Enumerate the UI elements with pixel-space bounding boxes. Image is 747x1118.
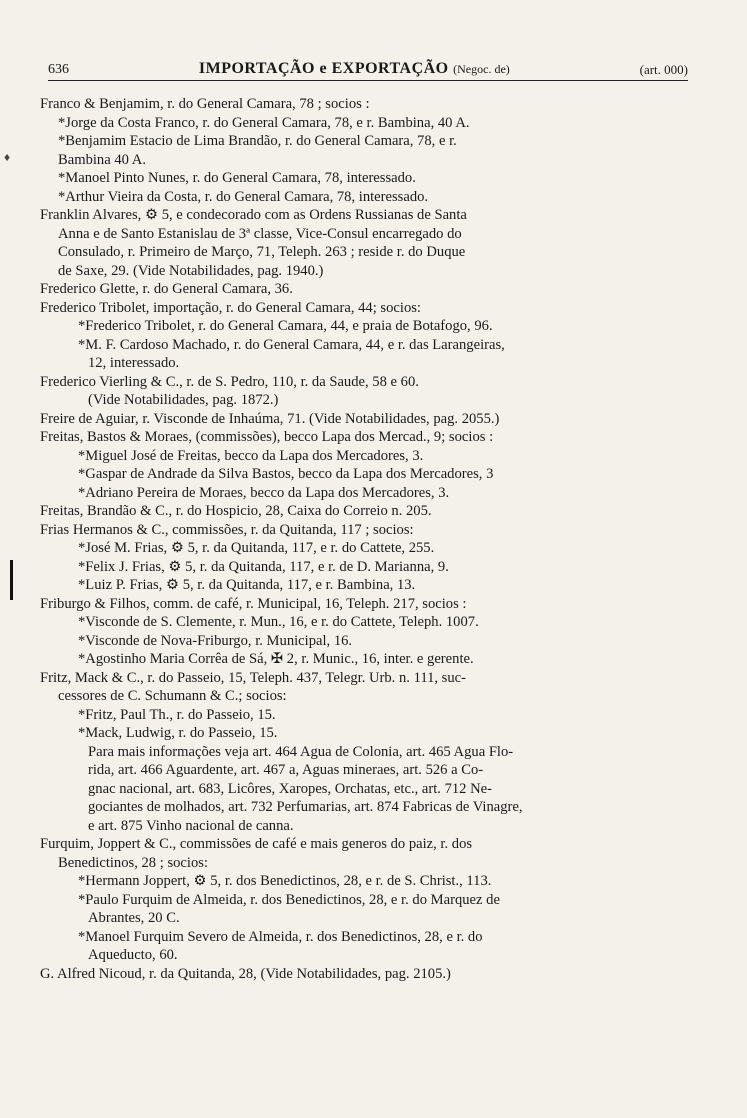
listing-line: Anna e de Santo Estanislau de 3ª classe, Vice-Consul encarregado do: [58, 225, 462, 242]
title-text: IMPORTAÇÃO e EXPORTAÇÃO: [198, 60, 449, 77]
listing-line: *Hermann Joppert, ⚙ 5, r. dos Benedictinos, 28, e r. de S. Christ., 113.: [78, 873, 492, 889]
listing-line: *Benjamim Estacio de Lima Brandão, r. do General Camara, 78, e r.: [58, 133, 457, 149]
listing-line: *Luiz P. Frias, ⚙ 5, r. da Quitanda, 117, e r. Bambina, 13.: [78, 577, 416, 593]
listing-line: cessores de C. Schumann & C.; socios:: [58, 688, 287, 704]
listing-line: Consulado, r. Primeiro de Março, 71, Teleph. 263 ; reside r. do Duque: [58, 244, 466, 260]
listing-line: *Miguel José de Freitas, becco da Lapa dos Mercadores, 3.: [78, 447, 424, 464]
listing-line: *Agostinho Maria Corrêa de Sá, ✠ 2, r. Munic., 16, inter. e gerente.: [78, 651, 474, 667]
listing-line: *Paulo Furquim de Almeida, r. dos Benedictinos, 28, e r. do Marquez de: [78, 891, 500, 908]
listing-line: *Felix J. Frias, ⚙ 5, r. da Quitanda, 117, e r. de D. Marianna, 9.: [78, 558, 449, 575]
listing-line: (Vide Notabilidades, pag. 1872.): [88, 392, 279, 408]
listing-line: Franklin Alvares, ⚙ 5, e condecorado com as Ordens Russianas de Santa: [40, 207, 467, 223]
listing-line: 12, interessado.: [88, 355, 180, 371]
page-header: [48, 52, 688, 81]
listing-line: *M. F. Cardoso Machado, r. do General Camara, 44, e r. das Larangeiras,: [78, 336, 505, 353]
listing-line: *Arthur Vieira da Costa, r. do General Camara, 78, interessado.: [58, 188, 429, 205]
page-number: 636: [48, 62, 69, 77]
listing-line: Aqueducto, 60.: [88, 947, 178, 963]
listing-line: Furquim, Joppert & C., commissões de café e mais generos do paiz, r. dos: [40, 836, 473, 852]
listing-line: *Gaspar de Andrade da Silva Bastos, becco da Lapa dos Mercadores, 3: [78, 466, 494, 482]
listing-line: rida, art. 466 Aguardente, art. 467 a, Aguas mineraes, art. 526 a Co-: [88, 762, 484, 778]
listing-line: *Visconde de S. Clemente, r. Mun., 16, e r. do Cattete, Teleph. 1007.: [78, 614, 479, 630]
margin-bullet-mark: ♦: [4, 150, 11, 164]
listing-line: *Visconde de Nova-Friburgo, r. Municipal, 16.: [78, 632, 353, 649]
listing-line: Abrantes, 20 C.: [88, 910, 180, 926]
listing-line: Bambina 40 A.: [58, 151, 146, 168]
listing-line: de Saxe, 29. (Vide Notabilidades, pag. 1940.): [58, 262, 324, 279]
listing-line: *Manoel Furquim Severo de Almeida, r. dos Benedictinos, 28, e r. do: [78, 928, 483, 945]
title-subtitle: (Negoc. de): [453, 62, 510, 76]
listing-line: Para mais informações veja art. 464 Agua de Colonia, art. 465 Agua Flo-: [88, 743, 514, 760]
listing-line: Frias Hermanos & C., commissões, r. da Quitanda, 117 ; socios:: [40, 521, 414, 538]
directory-listing: [40, 95, 700, 983]
listing-line: *Fritz, Paul Th., r. do Passeio, 15.: [78, 706, 276, 723]
listing-line: *Adriano Pereira de Moraes, becco da Lapa dos Mercadores, 3.: [78, 484, 450, 501]
listing-line: Freitas, Brandão & C., r. do Hospicio, 28, Caixa do Correio n. 205.: [40, 503, 432, 519]
listing-line: gociantes de molhados, art. 732 Perfumarias, art. 874 Fabricas de Vinagre,: [88, 799, 523, 815]
listing-line: Fritz, Mack & C., r. do Passeio, 15, Teleph. 437, Telegr. Urb. n. 111, suc-: [40, 669, 466, 686]
listing-line: Freire de Aguiar, r. Visconde de Inhaúma, 71. (Vide Notabilidades, pag. 2055.): [40, 410, 500, 427]
listing-line: *Mack, Ludwig, r. do Passeio, 15.: [78, 725, 278, 741]
listing-line: Frederico Tribolet, importação, r. do General Camara, 44; socios:: [40, 299, 421, 316]
listing-line: Frederico Vierling & C., r. de S. Pedro, 110, r. da Saude, 58 e 60.: [40, 373, 419, 390]
listing-line: gnac nacional, art. 683, Licôres, Xaropes, Orchatas, etc., art. 712 Ne-: [88, 780, 493, 797]
listing-line: *José M. Frias, ⚙ 5, r. da Quitanda, 117, e r. do Cattete, 255.: [78, 540, 435, 556]
listing-line: Frederico Glette, r. do General Camara, 36.: [40, 281, 293, 297]
listing-line: G. Alfred Nicoud, r. da Quitanda, 28, (Vide Notabilidades, pag. 2105.): [40, 965, 451, 982]
listing-line: *Frederico Tribolet, r. do General Camara, 44, e praia de Botafogo, 96.: [78, 318, 493, 334]
listing-line: *Manoel Pinto Nunes, r. do General Camara, 78, interessado.: [58, 170, 416, 186]
listing-line: *Jorge da Costa Franco, r. do General Camara, 78, e r. Bambina, 40 A.: [58, 114, 470, 131]
page-title: [199, 60, 510, 78]
margin-bar-mark: [10, 560, 13, 600]
listing-line: e art. 875 Vinho nacional de canna.: [88, 817, 294, 834]
listing-line: Benedictinos, 28 ; socios:: [58, 854, 208, 871]
article-reference: (art. 000): [639, 62, 688, 77]
listing-line: Friburgo & Filhos, comm. de café, r. Municipal, 16, Teleph. 217, socios :: [40, 595, 467, 612]
listing-line: Franco & Benjamim, r. do General Camara, 78 ; socios :: [40, 96, 370, 112]
listing-line: Freitas, Bastos & Moraes, (commissões), becco Lapa dos Mercad., 9; socios :: [40, 429, 494, 445]
